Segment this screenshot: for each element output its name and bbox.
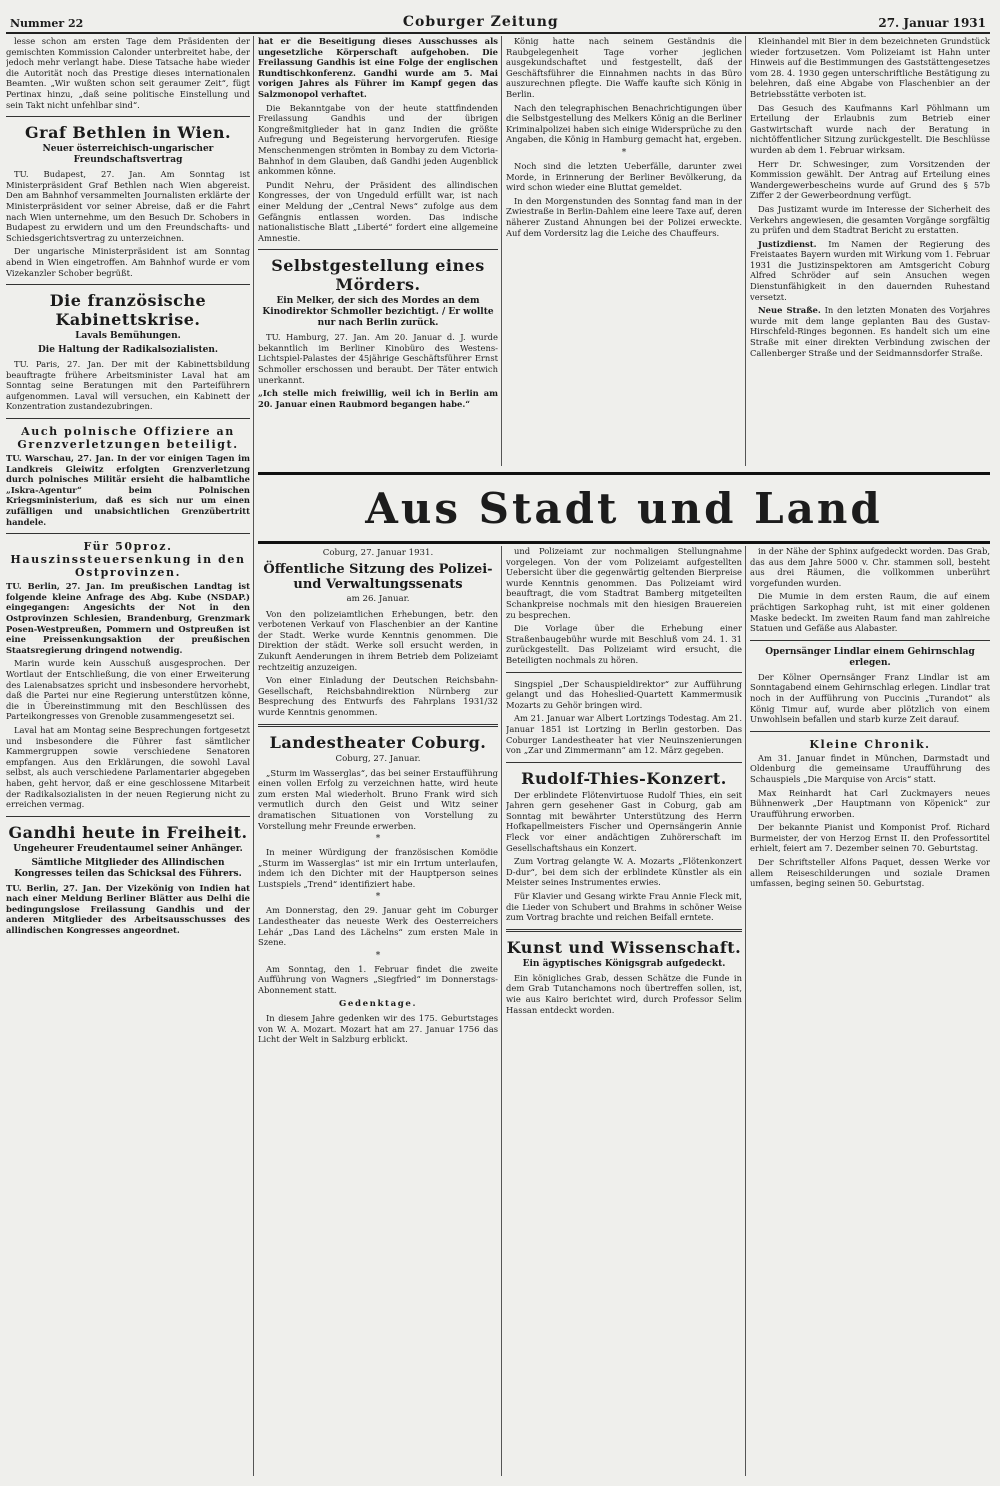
- article-headline: Auch polnische Offiziere an Grenzverletzungen beteiligt.: [17, 425, 239, 452]
- article-headline: Graf Bethlen in Wien.: [24, 123, 232, 143]
- article-paragraph: „Sturm im Wasserglas“, das bei seiner Erstaufführung einen vollen Erfolg zu verzeichnen hatte, wird heute zum ersten Mal wiederholt. Bruno Frank wird sich vermutlich durch den Geist und Witz seiner dramatischen Situationen von Vorstellung zu Vorstellung mehr Freunde erwerben.: [258, 767, 498, 831]
- article-paragraph: Am Sonntag, den 1. Februar findet die zweite Aufführung von Wagners „Siegfried“ im Donnerstags-Abonnement statt.: [258, 963, 498, 996]
- article-paragraph: TU. Budapest, 27. Jan. Am Sonntag ist Ministerpräsident Graf Bethlen nach Wien abgereist. Den am Bahnhof versammelten Journalisten erklärte der Ministerpräsident vor seiner Abreise, daß er die Fahrt nach Wien unternehme, um den Besuch Dr. Schobers in Budapest zu erwidern und um den Freundschafts- und Schiedsgerichtsvertrag zu unterzeichnen.: [6, 169, 250, 243]
- article-headline: Für 50proz. Hauszinssteuersenkung in den Ostprovinzen.: [10, 540, 246, 580]
- column-rule: [501, 546, 502, 1476]
- article-subhead: am 26. Januar.: [346, 594, 410, 604]
- divider: [750, 640, 990, 641]
- page-header: [6, 6, 990, 34]
- article-paragraph: Das Gesuch des Kaufmanns Karl Pöhlmann um Erteilung der Erlaubnis zum Betrieb einer Gastwirtschaft wurde nach der Beratung in nichtöffentlicher Sitzung zurückgestellt. Die Beschlüsse wurden ab dem 1. Februar wirksam.: [750, 102, 990, 155]
- article-paragraph: und Polizeiamt zur nochmaligen Stellungnahme vorgelegen. Von der vom Polizeiamt aufgestellten Uebersicht über die gegenwärtig geltenden Bierpreise wurde Kenntnis genommen. Das Polizeiamt wird beauftragt, die vom Stadtrat Bamberg mitgeteilten Schankpreise nochmals mit den hiesigen Brauereien zu besprechen.: [506, 546, 742, 620]
- runin-text: In den letzten Monaten des Vorjahres wurde mit dem lange geplanten Bau des Gustav-Hirschfeld-Ringes begonnen. Es handelt sich um eine Straße mit einer direkten Verbindung zwischen der Callenberger Straße und der Seidmannsdorfer Straße.: [750, 305, 990, 358]
- article-paragraph: Am 31. Januar findet in München, Darmstadt und Oldenburg die gemeinsame Uraufführung des Schauspiels „Die Marquise von Arcis“ statt.: [750, 752, 990, 784]
- article-paragraph: Die Mumie in dem ersten Raum, die auf einem prächtigen Sarkophag ruht, ist mit einer goldenen Maske bedeckt. Im zweiten Raum fand man zahlreiche Statuen und Gefäße aus Alabaster.: [750, 591, 990, 634]
- article-headline: Kleine Chronik.: [809, 737, 931, 751]
- column-3-lower: [506, 546, 742, 1476]
- article-paragraph: Kleinhandel mit Bier in dem bezeichneten Grundstück wieder fortzusetzen. Vom Polizeiamt ist Hahn unter Hinweis auf die Bestimmungen des Gaststättengesetzes vom 28. 4. 1930 gegen unterschriftliche Bestätigung zu belehren, daß eine Abgabe von Flaschenbier an der Betriebsstätte verboten ist.: [750, 36, 990, 99]
- article-paragraph: Ein königliches Grab, dessen Schätze die Funde in dem Grab Tutanchamons noch übertreffen sollen, ist, wie aus Kairo berichtet wird, durch Professor Selim Hassan entdeckt worden.: [506, 972, 742, 1015]
- divider: [258, 724, 498, 727]
- article-subhead: Sämtliche Mitglieder des Allindischen Kongresses teilen das Schicksal des Führers.: [14, 857, 242, 879]
- article-paragraph: Max Reinhardt hat Carl Zuckmayers neues Bühnenwerk „Der Hauptmann von Köpenick“ zur Uraufführung erworben.: [750, 787, 990, 819]
- article-headline: Gandhi heute in Freiheit.: [8, 822, 248, 842]
- column-4-upper: [750, 36, 990, 466]
- dateline: Coburg, 27. Januar.: [335, 753, 421, 764]
- column-4-lower: [750, 546, 990, 1476]
- article-paragraph: Der Schriftsteller Alfons Paquet, dessen Werke vor allem Reiseschilderungen und soziale Dramen umfassen, beging seinen 50. Geburtstag.: [750, 857, 990, 889]
- article-paragraph: TU. Warschau, 27. Jan. In der vor einigen Tagen im Landkreis Gleiwitz erfolgten Grenzverletzung durch polnisches Militär ersieht die halbamtliche „Iskra-Agentur“ beim Polnischen Kriegsministerium, daß es sich nur um einen zufälligen und unabsichtlichen Grenzübertritt handele.: [6, 453, 250, 527]
- column-rule: [745, 36, 746, 466]
- article-paragraph: Von einer Einladung der Deutschen Reichsbahn-Gesellschaft, Reichsbahndirektion Nürnberg zur Besprechung des Entwurfs des Fahrplans 1931/32 wurde Kenntnis genommen.: [258, 675, 498, 717]
- section-banner-title: Aus Stadt und Land: [365, 483, 883, 533]
- article-headline: Rudolf-Thies-Konzert.: [521, 768, 727, 788]
- article-subhead: Die Haltung der Radikalsozialisten.: [37, 345, 218, 356]
- divider: [258, 249, 498, 250]
- article-paragraph: TU. Paris, 27. Jan. Der mit der Kabinettsbildung beauftragte frühere Arbeitsminister Laval hat am Sonntag seine Beratungen mit den Parteiführern aufgenommen. Laval will versuchen, ein Kabinett der Konzentration zustandezubringen.: [6, 359, 250, 412]
- paper-title: Coburger Zeitung: [402, 14, 559, 30]
- article-paragraph: in der Nähe der Sphinx aufgedeckt worden. Das Grab, das aus dem Jahre 5000 v. Chr. stammen soll, besteht aus drei Räumen, die vollkommen unberührt vorgefunden wurden.: [750, 546, 990, 588]
- article-paragraph: Singspiel „Der Schauspieldirektor“ zur Aufführung gelangt und das Hoheslied-Quartett Kammermusik Mozarts zu Gehör bringen wird.: [506, 678, 742, 710]
- article-paragraph: Marin wurde kein Ausschuß ausgesprochen. Der Wortlaut der Entschließung, die von einer Erweiterung des Laienabsatzes spricht und insbesondere hervorhebt, daß die Partei nur eine Regierung unterstützen könne, die in Übereinstimmung mit den Beschlüssen des Parteikongresses von Grenoble zusammengesetzt sei.: [6, 658, 250, 722]
- article-paragraph: Pundit Nehru, der Präsident des allindischen Kongresses, der von Ungeduld erfüllt war, ist nach einer Meldung der „Central News“ zufolge aus dem Gefängnis entlassen worden. Das indische nationalistische Blatt „Liberté“ fordert eine allgemeine Amnestie.: [258, 179, 498, 243]
- section-star: *: [621, 147, 627, 158]
- article-paragraph: Am Donnerstag, den 29. Januar geht im Coburger Landestheater das neueste Werk des Oesterreichers Lehár „Das Land des Lächelns“ zum ersten Male in Szene.: [258, 905, 498, 948]
- article-subhead: Lavals Bemühungen.: [75, 331, 181, 342]
- section-star: *: [375, 950, 381, 961]
- section-banner: [258, 472, 990, 544]
- divider: [506, 929, 742, 932]
- article-paragraph: hat er die Beseitigung dieses Ausschusses als ungesetzliche Körperschaft aufgehoben. Die Freilassung Gandhis ist eine Folge der englischen Rundtischkonferenz. Gandhi wurde am 5. Mai vorigen Jahres als Führer im Kampf gegen das Salzmonopol verhaftet.: [258, 36, 498, 99]
- article-paragraph: Herr Dr. Schwesinger, zum Vorsitzenden der Kommission gewählt. Der Antrag auf Erteilung eines Wandergewerbescheins wurde auf Grund des § 57b Ziffer 2 der Gewerbeordnung verfügt.: [750, 158, 990, 201]
- issue-date: 27. Januar 1931: [878, 16, 986, 30]
- article-paragraph: TU. Hamburg, 27. Jan. Am 20. Januar d. J. wurde bekanntlich im Berliner Kinobüro des Westens-Lichtspiel-Palastes der 45jährige Geschäftsführer Ernst Schmoller erschossen und beraubt. Der Täter entwich unerkannt.: [258, 332, 498, 385]
- article-paragraph: Für Klavier und Gesang wirkte Frau Annie Fleck mit, die Lieder von Schubert und Brahms in schöner Weise zum Vortrag brachte und reichen Beifall erntete.: [506, 891, 742, 923]
- article-headline: Landestheater Coburg.: [269, 732, 487, 752]
- article-paragraph: TU. Berlin, 27. Jan. Im preußischen Landtag ist folgende kleine Anfrage des Abg. Kube (NSDAP.) eingegangen: Angesichts der Not in den Ostprovinzen Schlesien, Brandenburg, Grenzmark Posen-Westpreußen, Pommern und Ostpreußen ist eine Preissenkungsaktion der preußischen Staatsregierung dringend notwendig.: [6, 581, 250, 655]
- article-paragraph: Laval hat am Montag seine Besprechungen fortgesetzt und insbesondere die Führer fast sämtlicher Kammergruppen sowie verschiedene Senatoren empfangen. Aus den Erklärungen, die sowohl Laval selbst, als auch verschiedene Parlamentarier abgegeben haben, geht hervor, daß er eine geschlossene Mitarbeit der Radikalsozialisten in der neuen Regierung nicht zu erreichen vermag.: [6, 724, 250, 810]
- article-paragraph: [750, 305, 990, 358]
- article-subhead: Ungeheurer Freudentaumel seiner Anhänger.: [13, 843, 243, 854]
- column-1: [6, 36, 250, 1476]
- article-paragraph: In diesem Jahre gedenken wir des 175. Geburtstages von W. A. Mozart. Mozart hat am 27. Januar 1756 das Licht der Welt in Salzburg erblickt.: [258, 1013, 498, 1045]
- article-headline: Opernsänger Lindlar einem Gehirnschlag erlegen.: [765, 646, 975, 668]
- continued-text: lesse schon am ersten Tage dem Präsidenten der gemischten Kommission Calonder unterbreitet habe, der jedoch mehr verlangt habe. Diese Tatsache habe wieder die Autorität noch das Prestige dieses internationalen Beamten. „Wir wußten schon seit geraumer Zeit“, fügt Pertinax hinzu, „daß seine politische Einstellung und sein Takt nicht unfehlbar sind“.: [6, 36, 250, 110]
- article-paragraph: TU. Berlin, 27. Jan. Der Vizekönig von Indien hat nach einer Meldung Berliner Blätter aus Delhi die bedingungslose Freilassung Gandhis und der anderen Mitglieder des Arbeitsausschusses des allindischen Kongresses angeordnet.: [6, 882, 250, 936]
- article-headline: Die französische Kabinettskrise.: [49, 291, 207, 330]
- article-paragraph: Der Kölner Opernsänger Franz Lindlar ist am Sonntagabend einem Gehirnschlag erlegen. Lindlar trat noch in der Aufführung von Puccinis „Turandot“ als König Timur auf, wurde aber plötzlich von einem Unwohlsein befallen und starb kurze Zeit darauf.: [750, 671, 990, 725]
- divider: [750, 731, 990, 732]
- article-paragraph: König hatte nach seinem Geständnis die Raubgelegenheit Tage vorher jeglichen ausgekundschaftet und festgestellt, daß der Geschäftsführer die Einnahmen nachts in das Büro auszurechnen pflegte. Die Waffe kaufte sich König in Berlin.: [506, 36, 742, 99]
- article-paragraph: Am 21. Januar war Albert Lortzings Todestag. Am 21. Januar 1851 ist Lortzing in Berlin gestorben. Das Coburger Landestheater hat vier Neuinszenierungen von „Zar und Zimmermann“ am 12. März gegeben.: [506, 713, 742, 756]
- article-paragraph: Zum Vortrag gelangte W. A. Mozarts „Flötenkonzert D-dur“, bei dem sich der erblindete Künstler als ein Meister seines Instrumentes erwies.: [506, 856, 742, 888]
- article-paragraph: Die Vorlage über die Erhebung einer Straßenbaugebühr wurde mit Beschluß vom 24. 1. 31 zurückgestellt. Das Polizeiamt wird ersucht, die Beteiligten nochmals zu hören.: [506, 623, 742, 665]
- column-rule: [501, 36, 502, 466]
- article-headline: Selbstgestellung eines Mörders.: [271, 256, 485, 295]
- section-star: *: [375, 892, 381, 903]
- article-paragraph: In meiner Würdigung der französischen Komödie „Sturm im Wasserglas“ ist mir ein Irrtum unterlaufen, indem ich den Dichter mit der Hauptperson seines Lustspiels „Trend“ identifiziert habe.: [258, 847, 498, 889]
- column-2-lower: [258, 546, 498, 1476]
- divider: [6, 816, 250, 817]
- article-headline: Kunst und Wissenschaft.: [506, 937, 742, 957]
- article-headline: Öffentliche Sitzung des Polizei- und Verwaltungssenats: [263, 562, 493, 592]
- article-paragraph: Nach den telegraphischen Benachrichtigungen über die Selbstgestellung des Melkers König an die Berliner Kriminalpolizei haben sich einige Widersprüche zu den Angaben, die König in Hamburg gemacht hat, ergeben.: [506, 102, 742, 145]
- article-paragraph: Das Justizamt wurde im Interesse der Sicherheit des Verkehrs angewiesen, die gesamten Vorgänge sorgfältig zu prüfen und dem Stadtrat Bericht zu erstatten.: [750, 203, 990, 236]
- article-subhead: Ein ägyptisches Königsgrab aufgedeckt.: [522, 958, 726, 969]
- article-paragraph: Der ungarische Ministerpräsident ist am Sonntag abend in Wien eingetroffen. Am Bahnhof wurde er vom Vizekanzler Schober begrüßt.: [6, 246, 250, 278]
- runin-text: Im Namen der Regierung des Freistaates Bayern wurden mit Wirkung vom 1. Februar 1931 die Justizinspektoren am Amtsgericht Coburg Alfred Schröder auf sein Ansuchen wegen Dienstunfähigkeit in den dauernden Ruhestand versetzt.: [750, 238, 990, 302]
- divider: [506, 762, 742, 763]
- section-star: *: [375, 834, 381, 845]
- article-paragraph: Der erblindete Flötenvirtuose Rudolf Thies, ein seit Jahren gern gesehener Gast in Coburg, gab am Sonntag mit bewährter Unterstützung des Herrn Hofkapellmeisters Fischer und Opernsängerin Annie Fleck vor einer andächtigen Zuhörerschaft im Gesellschaftshaus ein Konzert.: [506, 789, 742, 853]
- runin-heading: Justizdienst.: [758, 238, 817, 249]
- article-paragraph: Noch sind die letzten Ueberfälle, darunter zwei Morde, in Erinnerung der Berliner Bevölkerung, da wird schon wieder eine Bluttat gemeldet.: [506, 160, 742, 193]
- article-paragraph: Der bekannte Pianist und Komponist Prof. Richard Burmeister, der von Herzog Ernst II. den Professortitel erhielt, feiert am 7. Dezember seinen 70. Geburtstag.: [750, 822, 990, 854]
- dateline: Coburg, 27. Januar 1931.: [322, 548, 434, 558]
- divider: [6, 284, 250, 285]
- article-paragraph: „Ich stelle mich freiwillig, weil ich in Berlin am 20. Januar einen Raubmord begangen habe.“: [258, 388, 498, 409]
- article-subhead: Ein Melker, der sich des Mordes an dem Kinodirektor Schmoller bezichtigt. / Er wollte nur nach Berlin zurück.: [262, 296, 494, 329]
- column-3-upper: [506, 36, 742, 466]
- columns-area: [6, 36, 990, 1476]
- issue-number: Nummer 22: [10, 17, 84, 30]
- divider: [506, 672, 742, 673]
- column-rule: [745, 546, 746, 1476]
- article-subhead: Neuer österreichisch-ungarischer Freundschaftsvertrag: [42, 144, 214, 166]
- article-paragraph: Die Bekanntgabe von der heute stattfindenden Freilassung Gandhis und der übrigen Kongreßmitglieder hat in ganz Indien die größte Aufregung und Begeisterung hervorgerufen. Riesige Menschenmengen strömten in Bombay zu dem Victoria-Bahnhof in dem Glauben, daß Gandhi jeden Augenblick ankommen könne.: [258, 102, 498, 177]
- divider: [6, 533, 250, 534]
- article-paragraph: [750, 239, 990, 303]
- article-paragraph: In den Morgenstunden des Sonntag fand man in der Zwiestraße in Berlin-Dahlem eine leere Taxe auf, deren näherer Zustand Ahnungen bei der Polizei erweckte. Auf dem Vordersitz lag die Leiche des Chauffeurs.: [506, 195, 742, 238]
- divider: [6, 116, 250, 117]
- column-2-upper: [258, 36, 498, 466]
- runin-heading: Neue Straße.: [758, 305, 821, 316]
- article-paragraph: Von den polizeiamtlichen Erhebungen, betr. den verbotenen Verkauf von Flaschenbier an der Kantine der Stadt. Werke wurde Kenntnis genommen. Die Direktion der städt. Werke soll ersucht werden, in Zukunft Aenderungen in ihrem Betrieb dem Polizeiamt rechtzeitig anzuzeigen.: [258, 608, 498, 672]
- divider: [6, 418, 250, 419]
- column-rule: [253, 36, 254, 1476]
- subsection-title: Gedenktage.: [338, 998, 418, 1009]
